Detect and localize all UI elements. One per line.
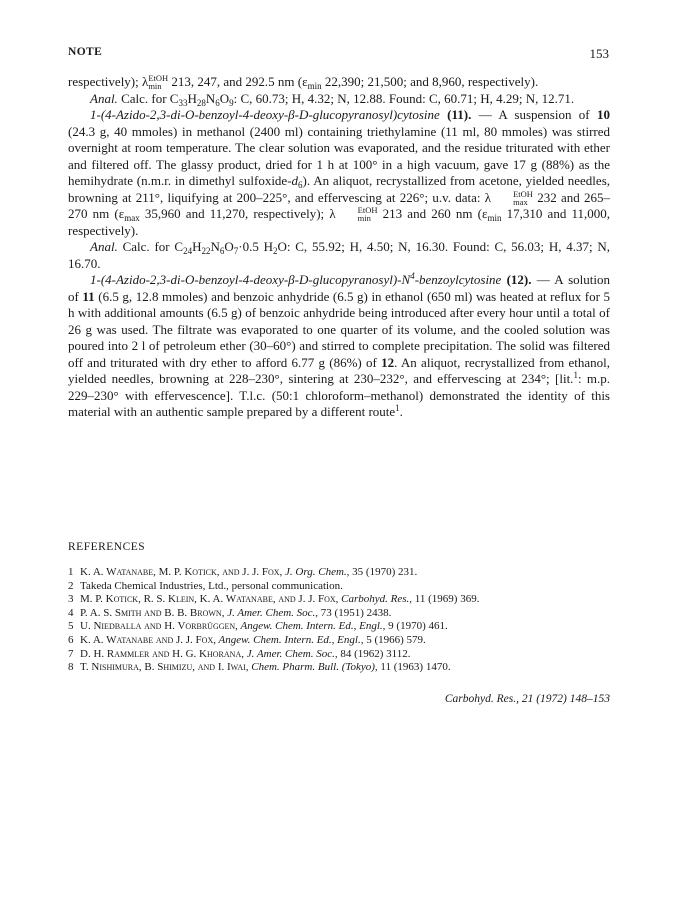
section-label: NOTE bbox=[68, 46, 103, 58]
reference-item bbox=[68, 607, 610, 621]
reference-item bbox=[68, 634, 610, 648]
reference-text: D. H. Rammler and H. G. Khorana, J. Amer. Chem. Soc., 84 (1962) 3112. bbox=[80, 647, 411, 660]
body-text bbox=[68, 74, 610, 421]
reference-number: 5 bbox=[68, 620, 74, 633]
reference-item bbox=[68, 648, 610, 662]
reference-number: 2 bbox=[68, 579, 74, 592]
reference-number: 4 bbox=[68, 606, 74, 619]
reference-number: 1 bbox=[68, 566, 74, 578]
reference-number: 8 bbox=[68, 661, 74, 674]
reference-text: M. P. Kotick, R. S. Klein, K. A. Watanabe, and J. J. Fox, Carbohyd. Res., 11 (1969) 369. bbox=[80, 593, 480, 606]
analysis-paragraph-2: Anal. Calc. for $C_{24}H_{22}N_6O_7\cdot 0.5$ $H_2O$: C, 55.92; H, 4.50; N, 16.30. Found: C, 56.03; H, 4.37; N, 16.70. bbox=[68, 239, 611, 271]
reference-item bbox=[68, 620, 610, 634]
reference-text: Takeda Chemical Industries, Ltd., personal communication. bbox=[80, 579, 343, 592]
analysis-paragraph-1: Anal. Calc. for $C_{33}H_{28}N_6O_9$: C, 60.73; H, 4.32; N, 12.88. Found: C, 60.71; H, 4.29; N, 12.71. bbox=[90, 90, 575, 108]
reference-text: K. A. Watanabe and J. J. Fox, Angew. Chem. Intern. Ed., Engl., 5 (1966) 579. bbox=[80, 633, 426, 646]
reference-number: 3 bbox=[68, 593, 74, 606]
reference-item bbox=[68, 566, 610, 580]
paragraph-continuation: respectively); λ EtOH min 213, 247, and 292.5 nm ($\varepsilon_{min}$ 22,390; 21,500; and 8,960, respectively). bbox=[68, 73, 539, 91]
reference-text: T. Nishimura, B. Shimizu, and I. Iwai, Chem. Pharm. Bull. (Tokyo), 11 (1963) 1470. bbox=[80, 661, 451, 674]
reference-item bbox=[68, 593, 610, 607]
compound-11-paragraph: 1-(4-Azido-2,3-di-O-benzoyl-4-deoxy-β-D-glucopyranosyl)cytosine (11). — A suspension of 10 (24.3 g, 40 mmoles) in methanol (2400 ml) containing triethylamine (11 ml, 80 mmoles) was stirred overnight at room temperature. The clear solution was evaporated, and the residue triturated with ether and filtered off. The glassy product, dried for 1 h at 100° in a high vacuum, gave 17 g (88%) as the hemihydrate (n.m.r. in dimethyl sulfoxide-$d_6$). An aliquot, recrystallized from acetone, yielded needles, browning at 211°, liquifying at 200–225°, and effervescing at 226°; u.v. data: λ EtOH max 232 and 265–270 nm ($\varepsilon_{max}$ 35,960 and 11,270, respectively); λ EtOH min 213 and 260 nm ($\varepsilon_{min}$ 17,310 and 11,000, respectively). bbox=[68, 107, 611, 238]
reference-item bbox=[68, 580, 610, 594]
references-heading: REFERENCES bbox=[68, 541, 146, 553]
reference-text: U. Niedballa and H. Vorbrüggen, Angew. Chem. Intern. Ed., Engl., 9 (1970) 461. bbox=[80, 620, 448, 633]
reference-number: 6 bbox=[68, 633, 74, 646]
references-list bbox=[68, 566, 610, 675]
reference-text: K. A. Watanabe, M. P. Kotick, and J. J. Fox, J. Org. Chem., 35 (1970) 231. bbox=[80, 566, 418, 578]
reference-number: 7 bbox=[68, 647, 74, 660]
journal-citation: Carbohyd. Res., 21 (1972) 148–153 bbox=[444, 693, 610, 705]
page-number: 153 bbox=[589, 46, 609, 61]
compound-12-paragraph: $1-(4-Azido-2,3-di-O-benzoyl-4-deoxy-\beta-D-glucopyranosyl)-N^4$-benzoylcytosine (12). — A solution of 11 (6.5 g, 12.8 mmoles) and benzoic anhydride (6.5 g) in ethanol (650 ml) was heated at reflux for 5 h with additional amounts (6.5 g) of benzoic anhydride being introduced after every hour until a total of 26 g was used. The filtrate was evaporated to one quarter of its volume, and the cooled solution was poured into 2 l of petroleum ether (30–60°) and stirred to complete precipitation. The solid was filtered off and triturated with dry ether to afford 6.77 g (86%) of 12. An aliquot, recrystallized from ethanol, yielded needles, browning at 228–230°, sintering at 230–232°, and effervescing at 234°; [lit.$^1$: m.p. 229–230° with effervescence]. T.l.c. (50:1 chloroform–methanol) demonstrated the identity of this material with an authentic sample prepared by a different route$^1$. bbox=[68, 271, 611, 419]
reference-item bbox=[68, 661, 610, 675]
reference-text: P. A. S. Smith and B. B. Brown, J. Amer. Chem. Soc., 73 (1951) 2438. bbox=[80, 606, 392, 619]
compound-12-title: $1-(4-Azido-2,3-di-O-benzoyl-4-deoxy-\beta-D-glucopyranosyl)-N^4$-benzoylcytosine bbox=[90, 271, 502, 287]
running-header bbox=[68, 46, 609, 62]
compound-11-title: 1-(4-Azido-2,3-di-O-benzoyl-4-deoxy-β-D-glucopyranosyl)cytosine bbox=[90, 107, 440, 122]
